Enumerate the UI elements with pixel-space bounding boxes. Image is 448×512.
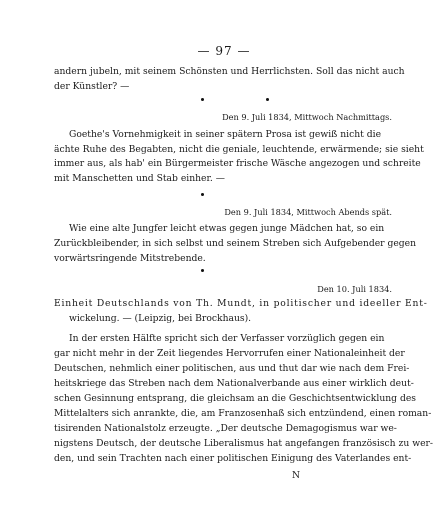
separator-dot (201, 269, 204, 272)
text-line: Mittelalters sich anrankte, die, am Franzosenhaß sich entzündend, einen roman- (54, 408, 432, 419)
text-line: andern jubeln, mit seinem Schönsten und Herrlichsten. Soll das nicht auch (54, 66, 405, 77)
text-line: ächte Ruhe des Begabten, nicht die geniale, leuchtende, erwärmende; sie sieht (54, 144, 424, 155)
separator-dot (266, 98, 269, 101)
text-line: Goethe's Vornehmigkeit in seiner spätern Prosa ist gewiß nicht die (69, 129, 382, 140)
entry-date: Den 10. Juli 1834. (317, 284, 392, 294)
page-number: — 97 — (197, 44, 251, 58)
text-line: immer aus, als hab' ein Bürgermeister frische Wäsche angezogen und schreite (54, 158, 421, 169)
separator-dot (201, 193, 204, 196)
text-line: In der ersten Hälfte spricht sich der Verfasser vorzüglich gegen ein (69, 333, 385, 344)
text-line: heitskriege das Streben nach dem Nationalverbande aus einer wirklich deut- (54, 378, 414, 389)
book-title-line: wickelung. — (Leipzig, bei Brockhaus). (69, 313, 252, 324)
text-line: mit Manschetten und Stab einher. — (54, 173, 225, 184)
text-line: tisirenden Nationalstolz erzeugte. „Der deutsche Demagogismus war we- (54, 423, 397, 434)
catchword: N (291, 470, 300, 481)
entry-date: Den 9. Juli 1834, Mittwoch Nachmittags. (222, 112, 392, 122)
text-line: Wie eine alte Jungfer leicht etwas gegen junge Mädchen hat, so ein (69, 223, 385, 234)
text-line: den, und sein Trachten nach einer politischen Einigung des Vaterlandes ent- (54, 453, 412, 464)
text-line: Zurückbleibender, in sich selbst und seinem Streben sich Aufgebender gegen (54, 238, 417, 249)
text-line: Deutschen, nehmlich einer politischen, aus und thut dar wie nach dem Frei- (54, 363, 410, 374)
separator-dot (201, 98, 204, 101)
text-line: vorwärtsringende Mitstrebende. (54, 253, 206, 264)
text-line: nigstens Deutsch, der deutsche Liberalismus hat angefangen französisch zu wer- (54, 438, 433, 449)
entry-date: Den 9. Juli 1834, Mittwoch Abends spät. (224, 207, 392, 217)
text-line: gar nicht mehr in der Zeit liegendes Hervorrufen einer Nationaleinheit der (54, 348, 405, 359)
book-title-line: Einheit Deutschlands von Th. Mundt, in politischer und ideeller Ent- (54, 298, 428, 309)
text-line: schen Gesinnung entsprang, die gleichsam an die Geschichtsentwicklung des (54, 393, 416, 404)
text-line: der Künstler? — (54, 81, 130, 92)
